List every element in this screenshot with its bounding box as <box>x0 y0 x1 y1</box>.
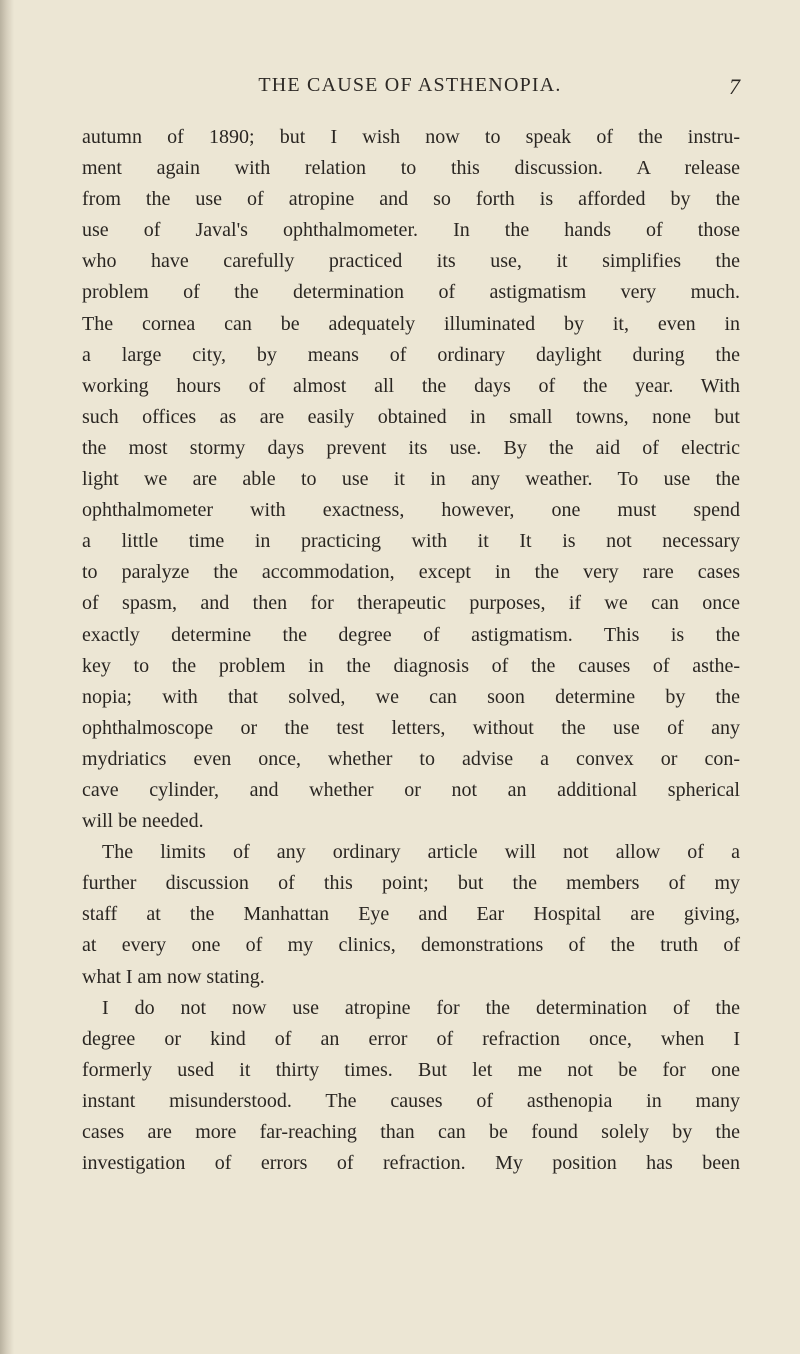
text-line: nopia; with that solved, we can soon determine by the <box>82 685 740 708</box>
text-line: ophthalmoscope or the test letters, without the use of any <box>82 716 740 739</box>
text-line: the most stormy days prevent its use. By the aid of electric <box>82 436 740 459</box>
text-line: cases are more far-reaching than can be found solely by the <box>82 1121 740 1143</box>
text-line: mydriatics even once, whether to advise a convex or con- <box>82 747 740 770</box>
running-title: THE CAUSE OF ASTHENOPIA. <box>258 74 562 96</box>
page-header <box>80 74 740 106</box>
text-line: from the use of atropine and so forth is afforded by the <box>82 188 740 211</box>
text-line: key to the problem in the diagnosis of the causes of asthe- <box>82 654 740 677</box>
text-line: exactly determine the degree of astigmatism. This is the <box>82 623 740 646</box>
page-number: 7 <box>729 74 740 99</box>
text-line: will be needed. <box>82 810 204 833</box>
text-line: ment again with relation to this discussion. A release <box>82 157 740 180</box>
text-line: The limits of any ordinary article will not allow of a <box>102 841 740 864</box>
text-line: further discussion of this point; but the members of my <box>82 872 740 895</box>
text-line: to paralyze the accommodation, except in the very rare cases <box>82 561 740 584</box>
text-line: ophthalmometer with exactness, however, one must spend <box>82 499 740 522</box>
text-line: The cornea can be adequately illuminated by it, even in <box>82 312 740 335</box>
text-line: cave cylinder, and whether or not an additional spherical <box>82 778 740 801</box>
text-line: instant misunderstood. The causes of asthenopia in many <box>82 1089 740 1112</box>
text-line: at every one of my clinics, demonstrations of the truth of <box>82 934 740 957</box>
text-line: who have carefully practiced its use, it simplifies the <box>82 250 740 273</box>
text-line: I do not now use atropine for the determination of the <box>102 996 740 1019</box>
text-line: a little time in practicing with it It is not necessary <box>82 530 740 553</box>
text-line: light we are able to use it in any weather. To use the <box>82 468 740 491</box>
text-line: autumn of 1890; but I wish now to speak of the instru- <box>82 126 740 148</box>
text-line: problem of the determination of astigmatism very much. <box>82 281 740 304</box>
text-line: a large city, by means of ordinary daylight during the <box>82 343 740 366</box>
text-line: such offices as are easily obtained in small towns, none but <box>82 405 740 428</box>
text-line: staff at the Manhattan Eye and Ear Hospital are giving, <box>82 903 740 926</box>
text-line: use of Javal's ophthalmometer. In the hands of those <box>82 219 740 242</box>
body-text <box>82 122 740 1179</box>
text-line: investigation of errors of refraction. My position has been <box>82 1152 740 1175</box>
text-line: formerly used it thirty times. But let me not be for one <box>82 1058 740 1081</box>
text-line: what I am now stating. <box>82 965 265 988</box>
text-line: degree or kind of an error of refraction once, when I <box>82 1027 740 1050</box>
text-line: of spasm, and then for therapeutic purposes, if we can once <box>82 592 740 615</box>
text-line: working hours of almost all the days of the year. With <box>82 374 740 397</box>
